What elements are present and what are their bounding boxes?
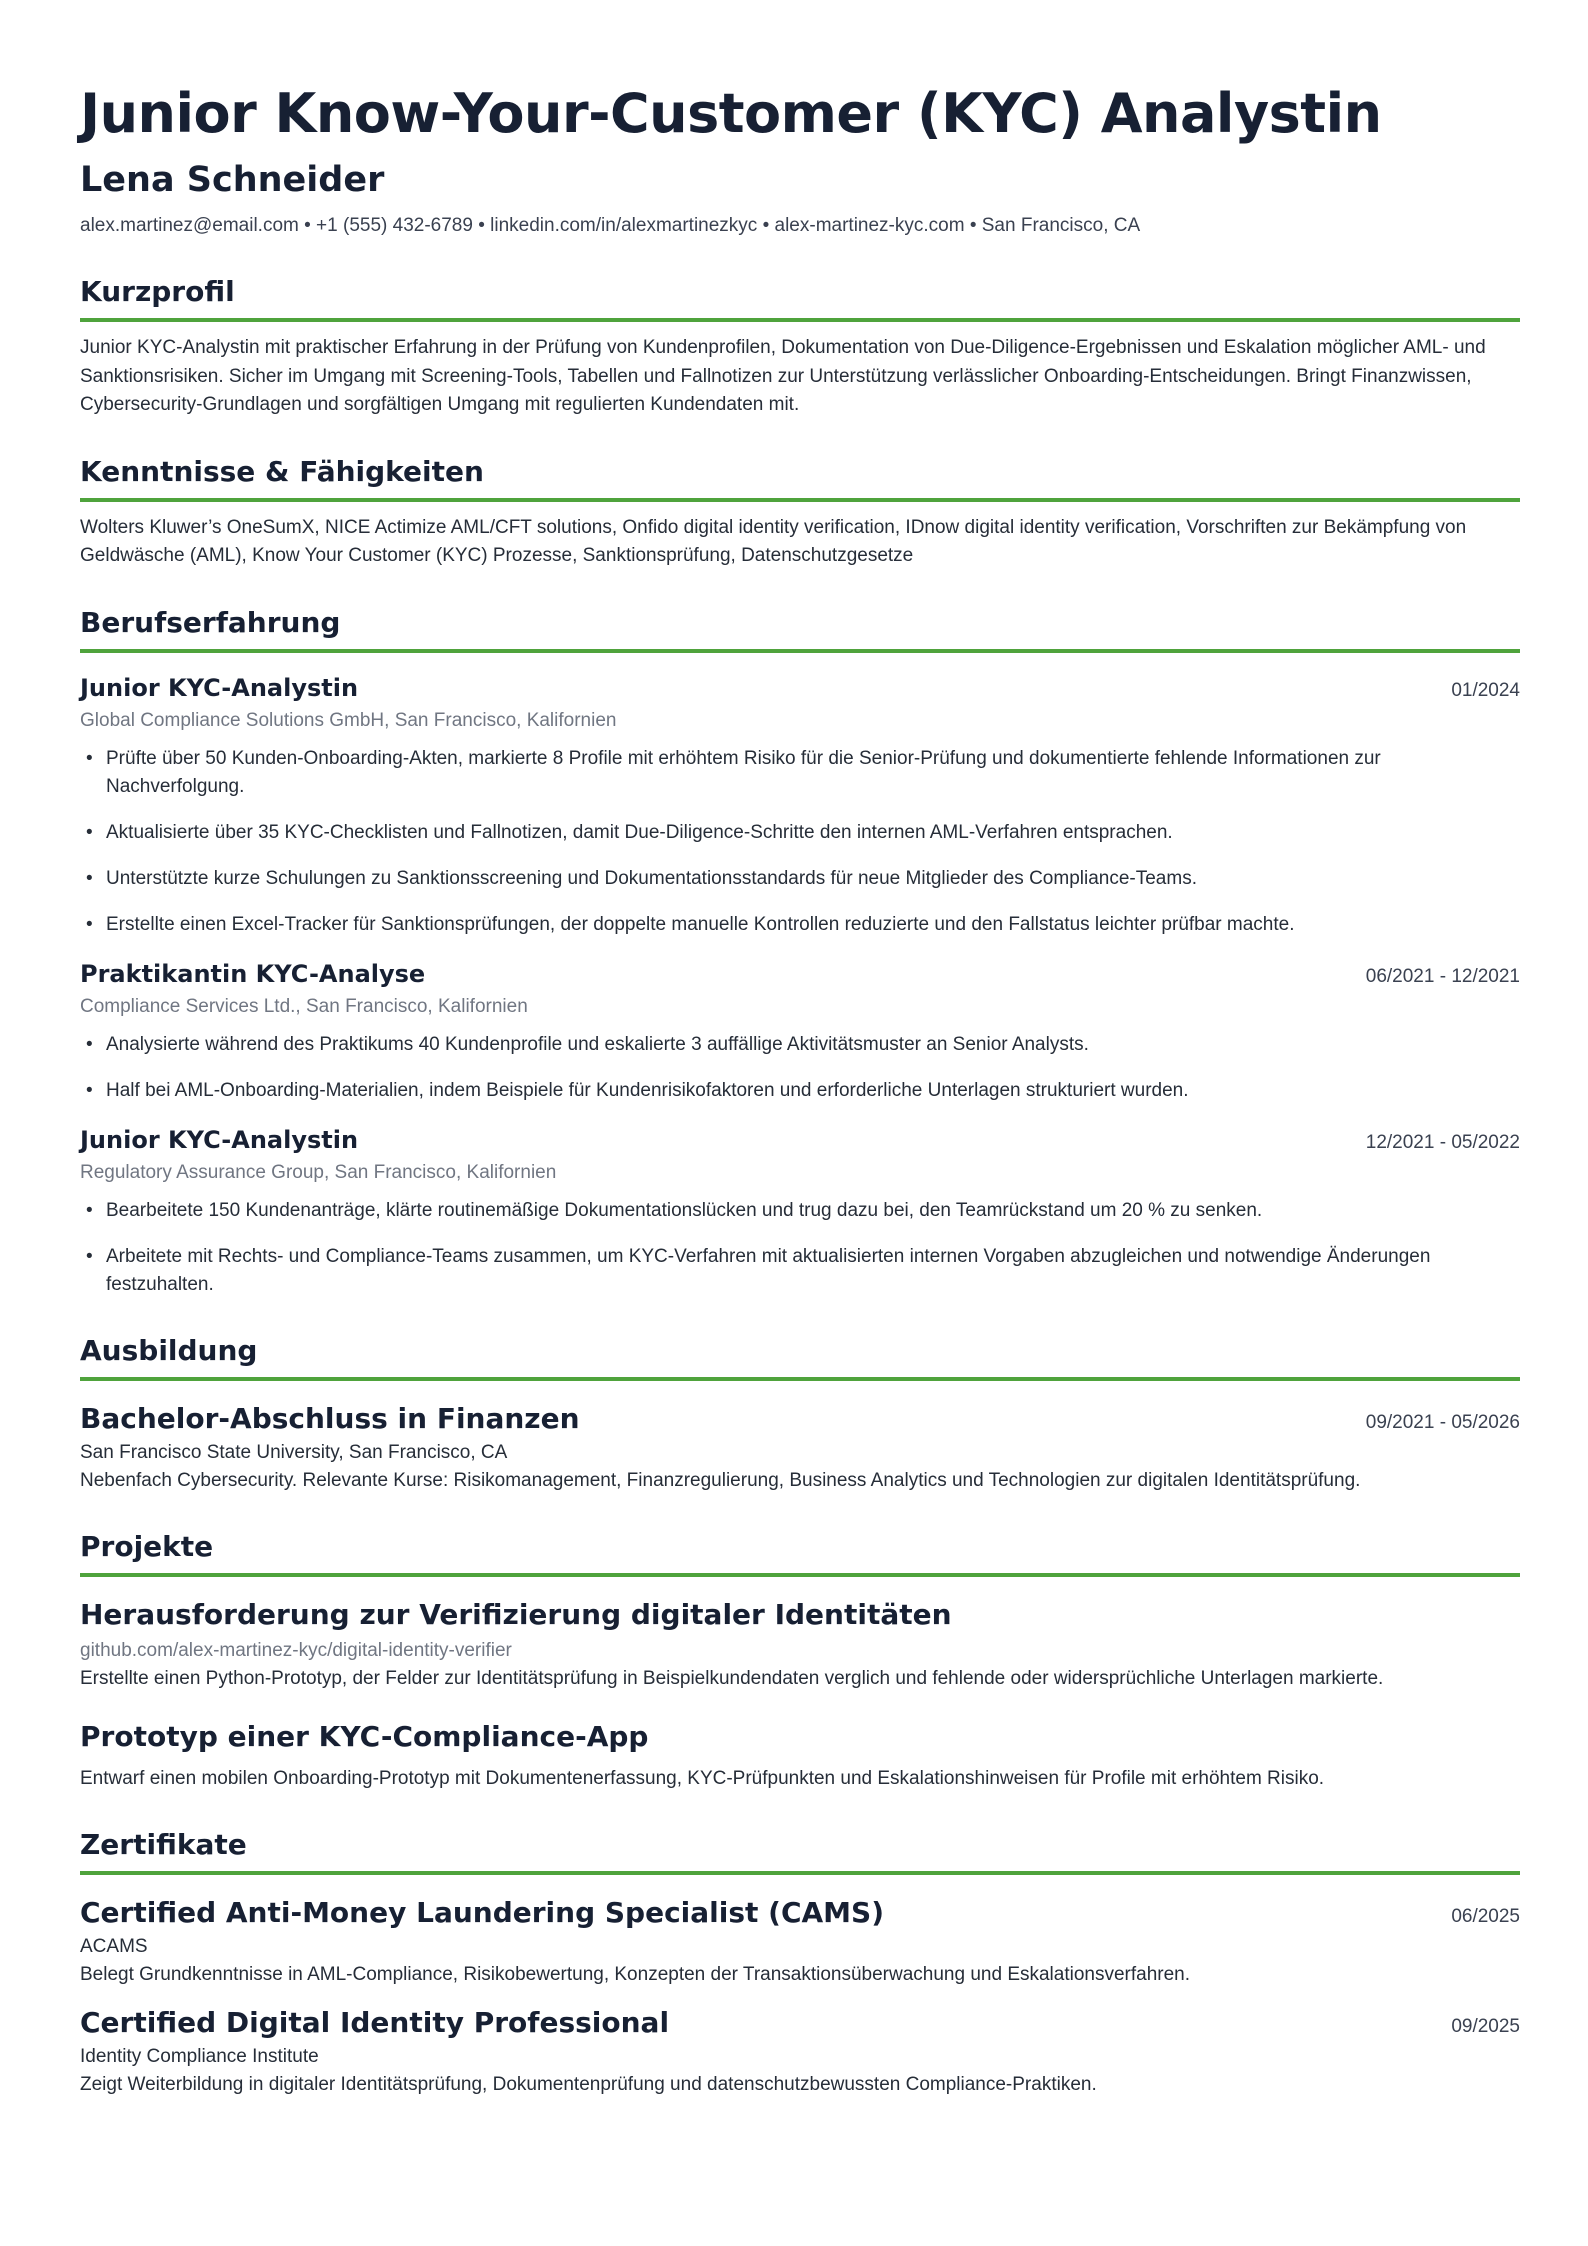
job-bullet: • Prüfte über 50 Kunden-Onboarding-Akten, markierte 8 Profile mit erhöhtem Risiko für die Senior-Prüfung und dokumentierte fehlende Informationen zur Nachverfolgung. [80, 745, 1520, 801]
section-heading-education: Ausbildung [80, 1331, 1520, 1381]
project-title: Herausforderung zur Verifizierung digitaler Identitäten [80, 1597, 952, 1631]
project-description: Entwarf einen mobilen Onboarding-Prototyp mit Dokumentenerfassung, KYC-Prüfpunkten und Eskalationshinweisen für Profile mit erhöhtem Risiko. [80, 1767, 1325, 1789]
job-bullet: • Erstellte einen Excel-Tracker für Sanktionsprüfungen, der doppelte manuelle Kontrollen reduzierte und den Fallstatus leichter prüfbar machte. [80, 911, 1520, 939]
degree-title: Bachelor-Abschluss in Finanzen [80, 1401, 580, 1435]
section-heading-experience: Berufserfahrung [80, 603, 1520, 653]
certificate-description: Belegt Grundkenntnisse in AML-Compliance, Risikobewertung, Konzepten der Transaktionsüberwachung und Eskalationsverfahren. [80, 1963, 1191, 1985]
certificate-title: Certified Digital Identity Professional [80, 2005, 670, 2039]
job-bullet-list [80, 1197, 1520, 1299]
certificate-entry [80, 2003, 1520, 2099]
section-heading-summary: Kurzprofil [80, 272, 1520, 322]
job-date: 06/2021 - 12/2021 [1365, 965, 1520, 987]
summary-section [80, 272, 1520, 420]
job-bullet-list [80, 1031, 1520, 1105]
education-section [80, 1331, 1520, 1495]
job-date: 12/2021 - 05/2022 [1365, 1131, 1520, 1153]
job-bullet: • Aktualisierte über 35 KYC-Checklisten und Fallnotizen, damit Due-Diligence-Schritte den internen AML-Verfahren entsprachen. [80, 819, 1520, 847]
job-bullet: • Analysierte während des Praktikums 40 Kundenprofile und eskalierte 3 auffällige Aktivitätsmuster an Senior Analysts. [80, 1031, 1520, 1059]
resume-job-title: Junior Know-Your-Customer (KYC) Analystin [80, 82, 1382, 145]
job-position-title: Praktikantin KYC-Analyse [80, 959, 426, 988]
certificate-issuer: ACAMS [80, 1935, 148, 1957]
skills-text: Wolters Kluwer’s OneSumX, NICE Actimize AML/CFT solutions, Onfido digital identity verification, IDnow digital identity verification, Vorschriften zur Bekämpfung von Geldwäsche (AML), Know Your Customer (KYC) Prozesse, Sanktionsprüfung, Datenschutzgesetze [80, 516, 1467, 566]
certificate-description: Zeigt Weiterbildung in digitaler Identitätsprüfung, Dokumentenprüfung und datenschutzbewussten Compliance-Praktiken. [80, 2073, 1097, 2095]
education-details: Nebenfach Cybersecurity. Relevante Kurse: Risikomanagement, Finanzregulierung, Business Analytics und Technologien zur digitalen Identitätsprüfung. [80, 1469, 1361, 1491]
project-title: Prototyp einer KYC-Compliance-App [80, 1719, 649, 1753]
job-bullet-list [80, 745, 1520, 939]
job-date: 01/2024 [1451, 679, 1520, 701]
job-company: Regulatory Assurance Group, San Francisco, Kalifornien [80, 1161, 557, 1183]
candidate-name: Lena Schneider [80, 160, 385, 200]
certificates-section [80, 1825, 1520, 2099]
skills-section [80, 452, 1520, 571]
job-bullet: • Half bei AML-Onboarding-Materialien, indem Beispiele für Kundenrisikofaktoren und erforderliche Unterlagen strukturiert wurden. [80, 1077, 1520, 1105]
experience-entry [80, 1123, 1520, 1299]
certificate-issuer: Identity Compliance Institute [80, 2045, 319, 2067]
job-bullet: • Bearbeitete 150 Kundenanträge, klärte routinemäßige Dokumentationslücken und trug dazu bei, den Teamrückstand um 20 % zu senken. [80, 1197, 1520, 1225]
certificate-title: Certified Anti-Money Laundering Specialist (CAMS) [80, 1895, 884, 1929]
job-bullet: • Arbeitete mit Rechts- und Compliance-Teams zusammen, um KYC-Verfahren mit aktualisierten internen Vorgaben abzugleichen und notwendige Änderungen festzuhalten. [80, 1243, 1520, 1299]
experience-section [80, 603, 1520, 1299]
summary-text: Junior KYC-Analystin mit praktischer Erfahrung in der Prüfung von Kundenprofilen, Dokumentation von Due-Diligence-Ergebnissen und Eskalation möglicher AML- und Sanktionsrisiken. Sicher im Umgang mit Screening-Tools, Tabellen und Fallnotizen zur Unterstützung verlässlicher Onboarding-Entscheidungen. Bringt Finanzwissen, Cybersecurity-Grundlagen und sorgfältigen Umgang mit regulierten Kundendaten mit. [80, 337, 1486, 415]
job-bullet: • Unterstützte kurze Schulungen zu Sanktionsscreening und Dokumentationsstandards für neue Mitglieder des Compliance-Teams. [80, 865, 1520, 893]
job-position-title: Junior KYC-Analystin [80, 673, 359, 702]
section-heading-projects: Projekte [80, 1527, 1520, 1577]
contact-line: alex.martinez@email.com • +1 (555) 432-6789 • linkedin.com/in/alexmartinezkyc • alex-martinez-kyc.com • San Francisco, CA [80, 215, 1141, 236]
project-link[interactable]: github.com/alex-martinez-kyc/digital-identity-verifier [80, 1639, 512, 1661]
education-date: 09/2021 - 05/2026 [1365, 1411, 1520, 1433]
certificate-date: 09/2025 [1451, 2015, 1520, 2037]
experience-entry [80, 671, 1520, 939]
certificate-date: 06/2025 [1451, 1905, 1520, 1927]
project-entry [80, 1595, 1520, 1693]
section-heading-skills: Kenntnisse & Fähigkeiten [80, 452, 1520, 502]
job-position-title: Junior KYC-Analystin [80, 1125, 359, 1154]
job-company: Global Compliance Solutions GmbH, San Francisco, Kalifornien [80, 709, 617, 731]
section-heading-certificates: Zertifikate [80, 1825, 1520, 1875]
education-entry [80, 1399, 1520, 1495]
certificate-entry [80, 1893, 1520, 1989]
projects-section [80, 1527, 1520, 1793]
project-entry [80, 1717, 1520, 1793]
project-description: Erstellte einen Python-Prototyp, der Felder zur Identitätsprüfung in Beispielkundendaten verglich und fehlende oder widersprüchliche Unterlagen markierte. [80, 1667, 1384, 1689]
school-name: San Francisco State University, San Francisco, CA [80, 1441, 508, 1463]
experience-entry [80, 957, 1520, 1105]
job-company: Compliance Services Ltd., San Francisco, Kalifornien [80, 995, 528, 1017]
